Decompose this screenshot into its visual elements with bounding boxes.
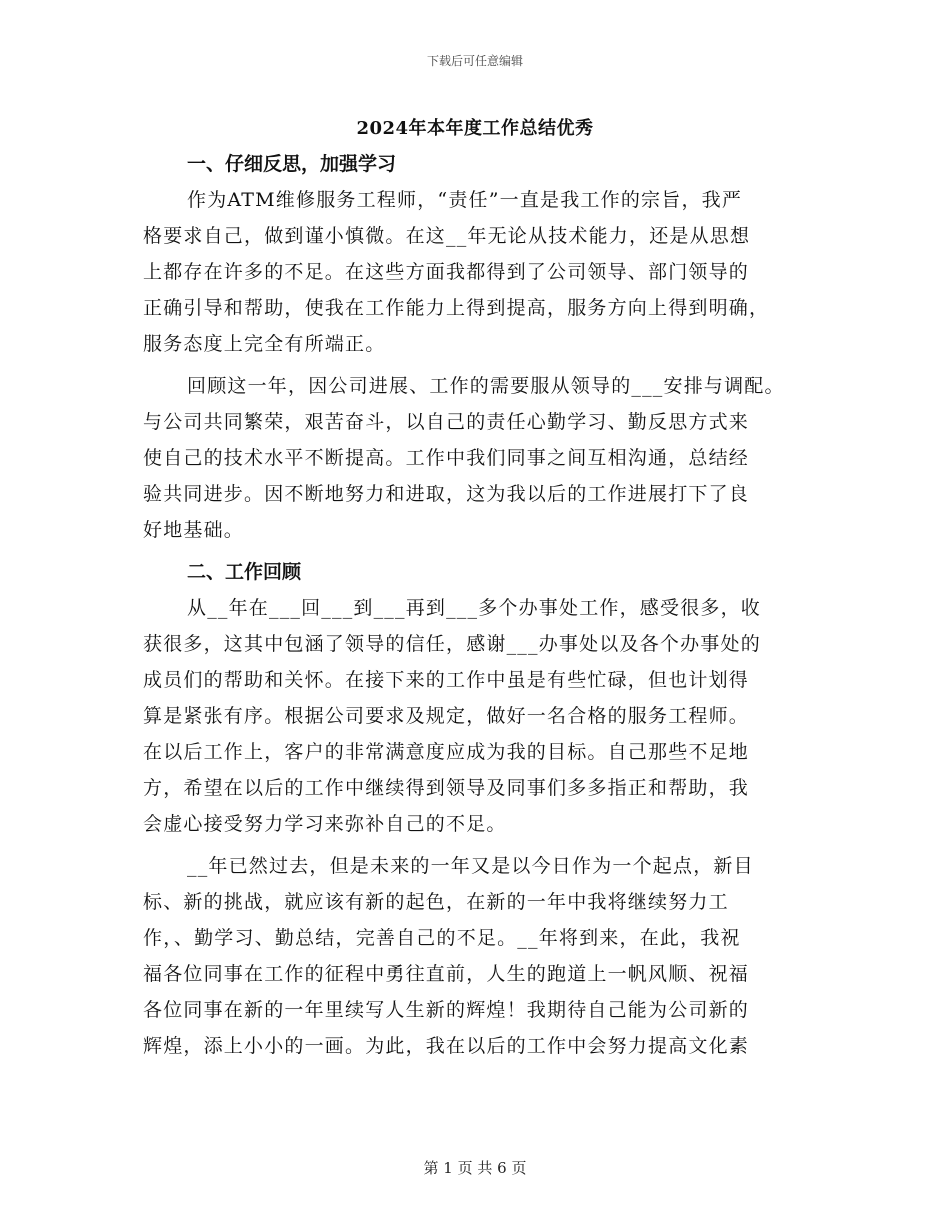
paragraph-line: 算是紧张有序。根据公司要求及规定，做好一名合格的服务工程师。 xyxy=(143,705,750,727)
paragraph-line: 验共同进步。因不断地努力和进取，这为我以后的工作进展打下了良 xyxy=(143,483,750,505)
paragraph xyxy=(143,182,815,362)
paragraph-line: 与公司共同繁荣，艰苦奋斗，以自己的责任心勤学习、勤反思方式来 xyxy=(143,411,750,433)
page-number: 第 1 页 共 6 页 xyxy=(423,1159,527,1177)
paragraph-line: 使自己的技术水平不断提高。工作中我们同事之间互相沟通，总结经 xyxy=(143,447,750,469)
document-title: 2024年本年度工作总结优秀 xyxy=(356,118,594,139)
paragraph-line: 获很多，这其中包涵了领导的信任，感谢___办事处以及各个办事处的 xyxy=(143,633,761,655)
paragraph xyxy=(143,848,815,1064)
paragraph-line: 在以后工作上，客户的非常满意度应成为我的目标。自己那些不足地 xyxy=(143,741,750,763)
paragraph-line: 辉煌，添上小小的一画。为此，我在以后的工作中会努力提高文化素 xyxy=(143,1035,750,1057)
paragraph-line: 服务态度上完全有所端正。 xyxy=(143,333,386,355)
paragraph-line: 标、新的挑战，就应该有新的起色，在新的一年中我将继续努力工 xyxy=(143,891,729,913)
paragraph-line: 从__年在___回___到___再到___多个办事处工作，感受很多，收 xyxy=(187,597,762,619)
page-header: 下载后可任意编辑 xyxy=(426,54,523,68)
document-body xyxy=(143,146,815,1064)
section-heading: 二、工作回顾 xyxy=(187,561,302,583)
paragraph xyxy=(143,590,815,842)
paragraph-line: 正确引导和帮助，使我在工作能力上得到提高，服务方向上得到明确， xyxy=(143,297,770,319)
paragraph-line: 作，、勤学习、勤总结，完善自己的不足。__年将到来，在此，我祝 xyxy=(143,927,741,949)
paragraph-line: 上都存在许多的不足。在这些方面我都得到了公司领导、部门领导的 xyxy=(143,261,750,283)
paragraph xyxy=(143,368,815,548)
paragraph-line: 格要求自己，做到谨小慎微。在这__年无论从技术能力，还是从思想 xyxy=(143,225,751,247)
paragraph-line: 回顾这一年，因公司进展、工作的需要服从领导的___安排与调配。 xyxy=(187,375,785,397)
paragraph-line: 好地基础。 xyxy=(143,519,245,541)
paragraph-line: 成员们的帮助和关怀。在接下来的工作中虽是有些忙碌，但也计划得 xyxy=(143,669,750,691)
paragraph-line: 方，希望在以后的工作中继续得到领导及同事们多多指正和帮助，我 xyxy=(143,777,750,799)
section-heading: 一、仔细反思，加强学习 xyxy=(187,153,397,175)
paragraph-line: 福各位同事在工作的征程中勇往直前，人生的跑道上一帆风顺、祝福 xyxy=(143,963,750,985)
paragraph-line: 各位同事在新的一年里续写人生新的辉煌！我期待自己能为公司新的 xyxy=(143,999,750,1021)
paragraph-line: 会虚心接受努力学习来弥补自己的不足。 xyxy=(143,813,507,835)
paragraph-line: __年已然过去，但是未来的一年又是以今日作为一个起点，新目 xyxy=(187,855,754,877)
paragraph-line: 作为ATM维修服务工程师，“责任”一直是我工作的宗旨，我严 xyxy=(187,189,743,211)
